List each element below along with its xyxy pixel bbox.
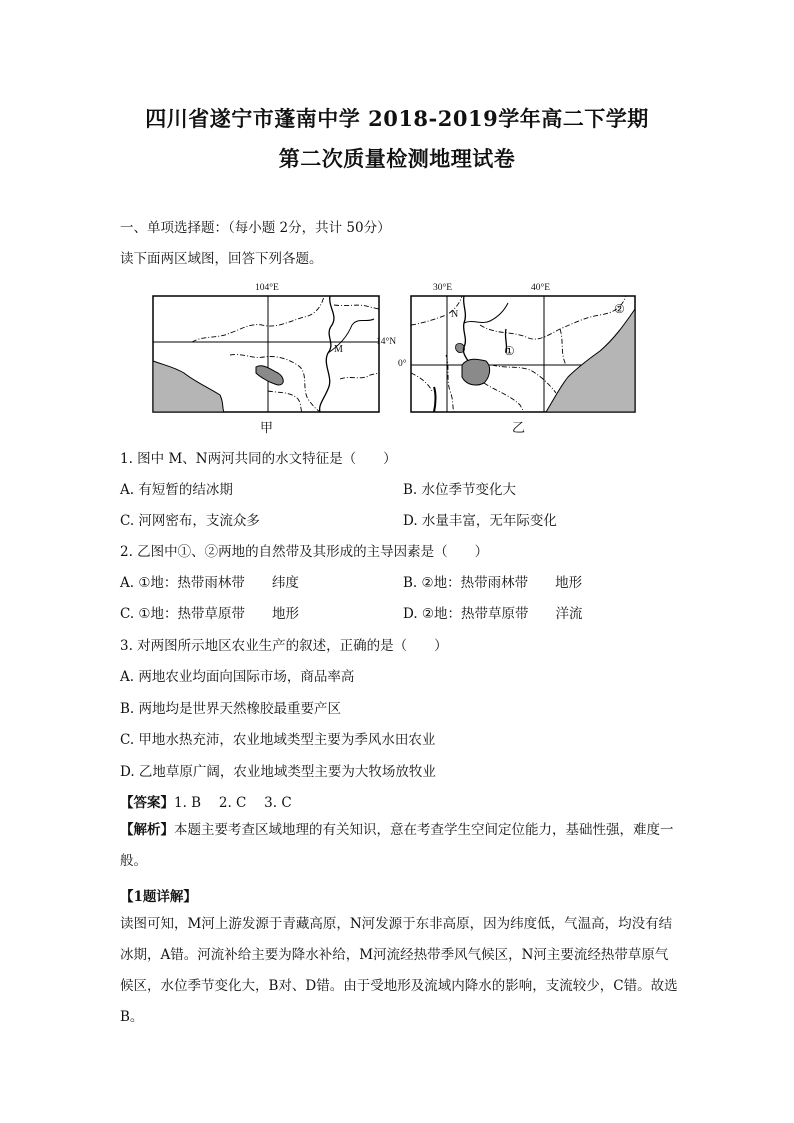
answer-text: 1. B 2. C 3. C [174, 795, 292, 811]
marker-2: ② [614, 302, 625, 316]
marker-1: ① [504, 344, 515, 358]
q3-option-b: B. 两地均是世界天然橡胶最重要产区 [120, 701, 342, 717]
detail1-heading: 【1题详解】 [120, 889, 197, 905]
q3-stem: 3. 对两图所示地区农业生产的叙述，正确的是（ ） [120, 638, 448, 654]
river-n-label: N [451, 309, 459, 320]
q2-option-c: C. ①地：热带草原带 地形 [120, 606, 300, 622]
q2-option-b: B. ②地：热带雨林带 地形 [403, 575, 583, 591]
section-heading: 一、单项选择题：（每小题 2分，共计 50分） [120, 220, 391, 236]
answer-line [120, 791, 292, 811]
river-m-label: M [334, 344, 343, 355]
q1-option-d: D. 水量丰富，无年际变化 [403, 513, 557, 529]
map-yi-longitude1-label: 30°E [433, 283, 453, 293]
answer-tag: 【答案】 [120, 795, 174, 811]
q2-stem: 2. 乙图中①、②两地的自然带及其形成的主导因素是（ ） [120, 544, 489, 560]
q1-option-c: C. 河网密布，支流众多 [120, 513, 260, 529]
question-intro: 读下面两区域图，回答下列各题。 [120, 251, 323, 267]
map-yi [410, 295, 636, 413]
q1-stem: 1. 图中 M、N两河共同的水文特征是（ ） [120, 451, 397, 467]
q2-option-a: A. ①地：热带雨林带 纬度 [120, 575, 299, 591]
map-yi-caption: 乙 [512, 421, 526, 436]
q2-option-d: D. ②地：热带草原带 洋流 [403, 606, 583, 622]
map-jia [152, 295, 380, 413]
detail1-paragraph: 读图可知，M河上游发源于青藏高原，N河发源于东非高原，因为纬度低，气温高，均没有结冰期，A错。河流补给主要为降水补给，M河流经热带季风气候区，N河主要流经热带草原气候区，水位季节变化大，B对、D错。由于受地形及流域内降水的影响，支流较少，C错。故选B。 [120, 916, 678, 1025]
document-title-line1: 四川省遂宁市蓬南中学 2018-2019学年高二下学期 [145, 106, 649, 131]
q1-option-a: A. 有短暂的结冰期 [120, 482, 233, 498]
map-jia-latitude-label: 14°N [376, 337, 397, 347]
q3-option-a: A. 两地农业均面向国际市场，商品率高 [120, 669, 355, 685]
map-jia-longitude-label: 104°E [255, 283, 279, 293]
q1-option-b: B. 水位季节变化大 [403, 482, 517, 498]
document-title-line2: 第二次质量检测地理试卷 [278, 146, 516, 171]
analysis-paragraph [120, 815, 680, 877]
map-yi-latitude-label: 0° [398, 359, 407, 369]
q3-option-c: C. 甲地水热充沛，农业地域类型主要为季风水田农业 [120, 732, 436, 748]
q3-option-d: D. 乙地草原广阔，农业地域类型主要为大牧场放牧业 [120, 764, 436, 780]
map-yi-longitude2-label: 40°E [531, 283, 551, 293]
analysis-tag: 【解析】 [120, 822, 174, 838]
analysis-text: 本题主要考查区域地理的有关知识，意在考查学生空间定位能力，基础性强，难度一般。 [120, 822, 674, 869]
map-jia-caption: 甲 [260, 421, 274, 436]
